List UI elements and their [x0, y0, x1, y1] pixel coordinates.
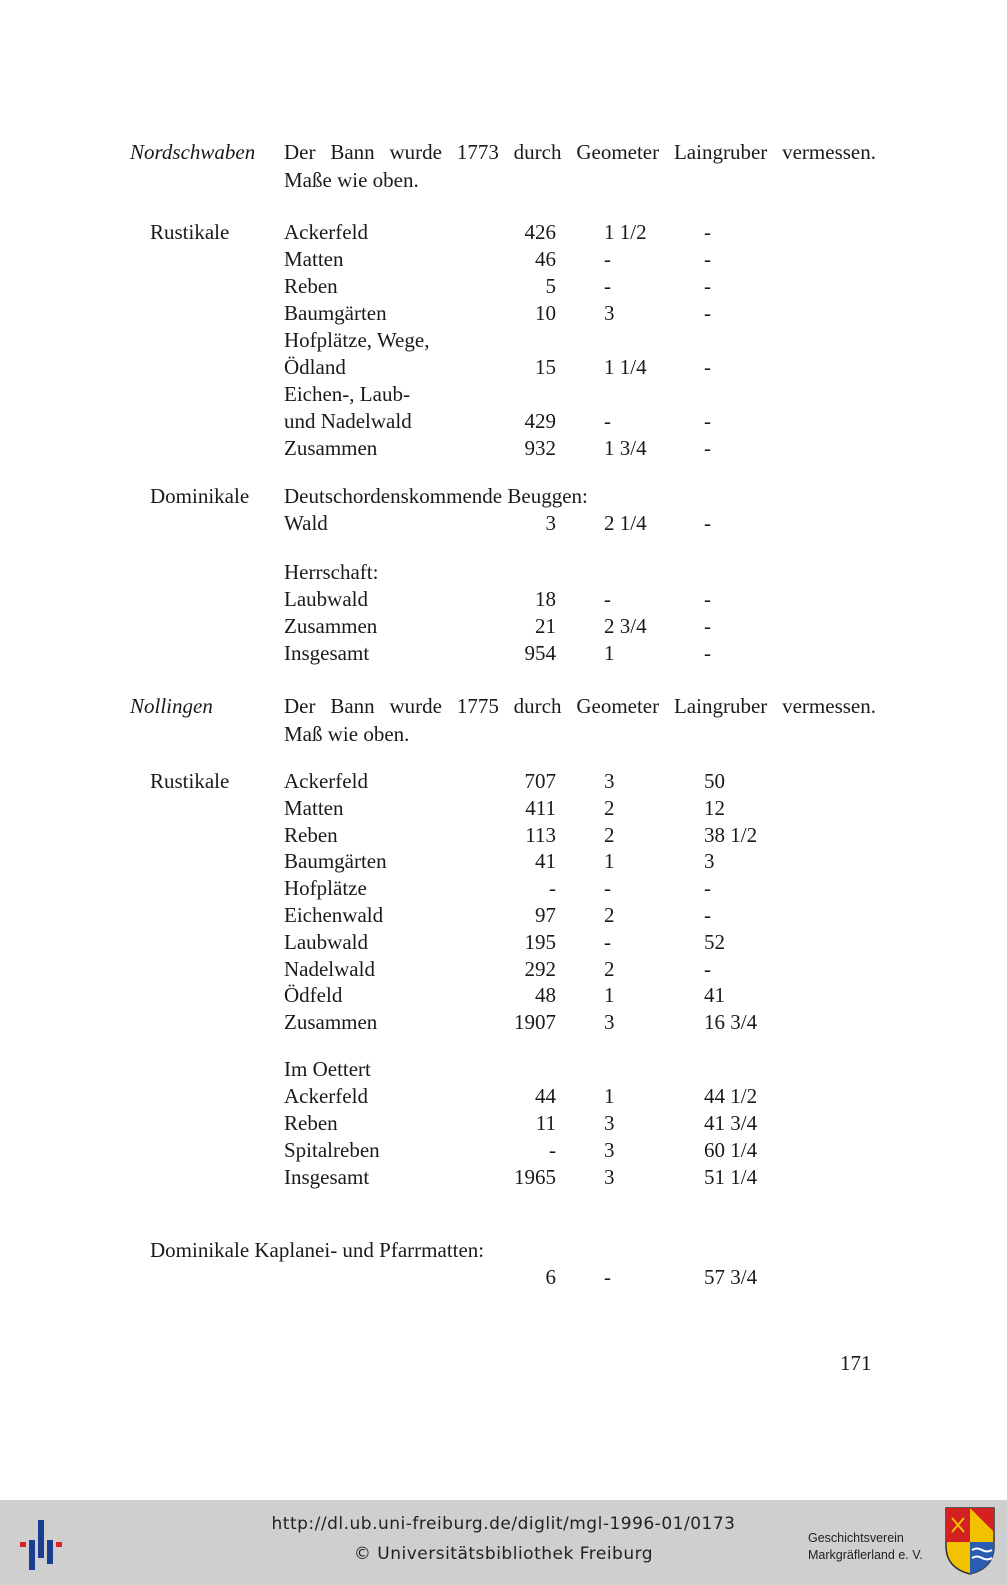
cell-value-a: 11	[535, 1111, 556, 1135]
intro-line: Maß wie oben.	[284, 722, 410, 746]
intro-line: Maße wie oben.	[284, 168, 419, 192]
cell-value-a: 426	[524, 220, 556, 244]
cell-value-c: -	[704, 274, 711, 298]
society-line: Markgräflerland e. V.	[808, 1548, 923, 1562]
dominikale-line: Dominikale Kaplanei- und Pfarrmatten:	[150, 1238, 485, 1262]
cell-value-a: 292	[524, 956, 556, 981]
cell-value-c: 44 1/2	[704, 1084, 758, 1108]
cell-value-c: 57 3/4	[704, 1265, 758, 1289]
cell-value-b: 3	[604, 769, 615, 793]
cell-value-b: -	[604, 876, 611, 901]
table-row	[284, 273, 884, 299]
cell-value-b: 1 1/2	[604, 220, 647, 244]
table-row	[284, 219, 884, 245]
table-row	[284, 1009, 884, 1035]
society-name	[808, 1530, 923, 1564]
cell-value-b: 3	[604, 1138, 615, 1162]
cell-value-c: 41	[704, 983, 725, 1008]
table-row	[284, 1164, 884, 1190]
cell-value-c: -	[704, 247, 711, 271]
cell-value-a: 97	[535, 903, 556, 927]
cell-label: Reben	[284, 274, 338, 298]
intro-line: Der Bann wurde 1775 durch Geometer Laingruber vermessen.	[284, 694, 876, 718]
cell-value-b: 1 1/4	[604, 355, 647, 379]
cell-value-c: -	[704, 409, 711, 433]
cell-value-a: 195	[524, 929, 556, 954]
cell-value-c: 52	[704, 929, 725, 954]
cell-value-a: 113	[525, 822, 556, 847]
cell-value-c: 38 1/2	[704, 822, 758, 847]
cell-label: Ödfeld	[284, 983, 343, 1008]
cell-value-b: 2 1/4	[604, 511, 647, 535]
table-row	[284, 929, 884, 955]
cell-value-a: 15	[535, 355, 556, 379]
cell-label: Insgesamt	[284, 1165, 370, 1189]
cell-value-a: 6	[545, 1265, 556, 1289]
cell-label: Matten	[284, 247, 344, 271]
cell-label: Laubwald	[284, 929, 368, 954]
cell-value-c: 16 3/4	[704, 1010, 758, 1035]
cell-value-a: 18	[535, 587, 556, 611]
heading-herrschaft: Herrschaft:	[284, 560, 379, 584]
table-row	[284, 1110, 884, 1136]
cell-value-b: 1	[604, 641, 615, 665]
cell-value-a: 954	[524, 641, 556, 665]
cell-value-c: 51 1/4	[704, 1165, 758, 1189]
section-label-dominikale: Dominikale	[150, 484, 250, 508]
cell-value-a: 41	[535, 849, 556, 874]
cell-value-c: -	[704, 903, 711, 927]
cell-value-b: 2	[604, 795, 615, 820]
section-label-rustikale: Rustikale	[150, 220, 230, 244]
table-row	[284, 822, 884, 848]
cell-value-a: 21	[535, 614, 556, 638]
intro-nordschwaben	[284, 138, 876, 194]
cell-label: Spitalreben	[284, 1138, 380, 1162]
cell-value-b: 1 3/4	[604, 436, 647, 460]
cell-label: Ödland	[284, 355, 346, 379]
intro-line: Der Bann wurde 1773 durch Geometer Laingruber vermessen.	[284, 140, 876, 164]
cell-value-b: 1	[604, 1084, 615, 1108]
table-row	[284, 408, 884, 434]
cell-label: Ackerfeld	[284, 220, 368, 244]
cell-label: Reben	[284, 1111, 338, 1135]
cell-value-b: 3	[604, 301, 615, 325]
table-row	[284, 768, 884, 794]
cell-value-c: 50	[704, 769, 725, 793]
cell-value-b: 2	[604, 956, 615, 981]
cell-value-b: 1	[604, 983, 615, 1008]
cell-label: Baumgärten	[284, 301, 387, 325]
cell-value-a: 707	[524, 769, 556, 793]
heading-beuggen: Deutschordenskommende Beuggen:	[284, 484, 588, 508]
table-row	[284, 956, 884, 982]
table-row	[284, 875, 884, 901]
cell-value-c: -	[704, 641, 711, 665]
cell-value-a: 10	[535, 301, 556, 325]
cell-label: Reben	[284, 822, 338, 847]
cell-value-a: 46	[535, 247, 556, 271]
place-name-nollingen: Nollingen	[130, 694, 213, 718]
cell-value-a: 1907	[514, 1010, 556, 1035]
cell-value-b: -	[604, 929, 611, 954]
cell-value-b: 2	[604, 822, 615, 847]
cell-value-c: -	[704, 587, 711, 611]
cell-label: Zusammen	[284, 614, 378, 638]
cell-value-a: -	[549, 1138, 556, 1162]
intro-nollingen	[284, 692, 876, 748]
cell-value-c: 60 1/4	[704, 1138, 758, 1162]
table-row	[284, 381, 884, 407]
footer-bar	[0, 1500, 1007, 1585]
cell-value-a: 3	[545, 511, 556, 535]
table-row	[284, 902, 884, 928]
table-row	[284, 354, 884, 380]
cell-value-b: 3	[604, 1010, 615, 1035]
table-row	[284, 982, 884, 1008]
cell-label: Zusammen	[284, 436, 378, 460]
cell-label: Matten	[284, 795, 344, 820]
cell-value-c: -	[704, 614, 711, 638]
footer-url-link[interactable]: http://dl.ub.uni-freiburg.de/diglit/mgl-1996-01/0173	[271, 1514, 736, 1534]
cell-label: Eichenwald	[284, 903, 384, 927]
cell-label: Ackerfeld	[284, 1084, 368, 1108]
cell-value-a: 1965	[514, 1165, 556, 1189]
cell-value-c: -	[704, 956, 711, 981]
table-row	[284, 246, 884, 272]
cell-label: Ackerfeld	[284, 769, 368, 793]
cell-value-c: -	[704, 511, 711, 535]
cell-value-b: -	[604, 274, 611, 298]
cell-label: und Nadelwald	[284, 409, 412, 433]
coat-of-arms-icon	[944, 1506, 996, 1576]
cell-value-b: -	[604, 1265, 611, 1289]
cell-value-b: 1	[604, 849, 615, 874]
table-row	[284, 510, 884, 536]
society-line: Geschichtsverein	[808, 1531, 904, 1545]
cell-label: Hofplätze, Wege,	[284, 328, 430, 352]
section-label-rustikale: Rustikale	[150, 769, 230, 793]
cell-value-c: -	[704, 436, 711, 460]
cell-value-b: 3	[604, 1111, 615, 1135]
cell-value-a: 48	[535, 983, 556, 1008]
cell-value-c: -	[704, 355, 711, 379]
cell-value-a: 44	[535, 1084, 556, 1108]
cell-label: Laubwald	[284, 587, 368, 611]
cell-value-b: 3	[604, 1165, 615, 1189]
table-row	[284, 613, 884, 639]
cell-value-b: -	[604, 409, 611, 433]
table-row	[284, 1264, 884, 1290]
footer-copyright: © Universitätsbibliothek Freiburg	[353, 1544, 654, 1564]
cell-value-a: -	[549, 876, 556, 901]
cell-value-a: 5	[545, 274, 556, 298]
table-row	[284, 848, 884, 874]
cell-value-b: -	[604, 247, 611, 271]
cell-label: Eichen-, Laub-	[284, 382, 410, 406]
cell-label: Zusammen	[284, 1010, 378, 1035]
cell-value-a: 411	[525, 795, 556, 820]
cell-value-c: 12	[704, 795, 725, 820]
page-number: 171	[840, 1351, 872, 1375]
table-row	[284, 300, 884, 326]
cell-label: Nadelwald	[284, 956, 375, 981]
table-row	[284, 1137, 884, 1163]
cell-value-a: 932	[524, 436, 556, 460]
cell-value-a: 429	[524, 409, 556, 433]
place-name-nordschwaben: Nordschwaben	[130, 140, 256, 164]
cell-value-b: 2 3/4	[604, 614, 647, 638]
cell-label: Hofplätze	[284, 876, 367, 901]
table-row	[284, 435, 884, 461]
cell-value-c: -	[704, 876, 711, 901]
heading-oettert: Im Oettert	[284, 1057, 371, 1081]
cell-value-b: -	[604, 587, 611, 611]
cell-value-c: -	[704, 301, 711, 325]
cell-label: Wald	[284, 511, 328, 535]
table-row	[284, 795, 884, 821]
table-row	[284, 327, 884, 353]
table-row	[284, 586, 884, 612]
cell-label: Insgesamt	[284, 641, 370, 665]
cell-value-b: 2	[604, 903, 615, 927]
cell-value-c: -	[704, 220, 711, 244]
cell-label: Baumgärten	[284, 849, 387, 874]
cell-value-c: 41 3/4	[704, 1111, 758, 1135]
table-row	[284, 1083, 884, 1109]
table-row	[284, 640, 884, 666]
cell-value-c: 3	[704, 849, 715, 874]
